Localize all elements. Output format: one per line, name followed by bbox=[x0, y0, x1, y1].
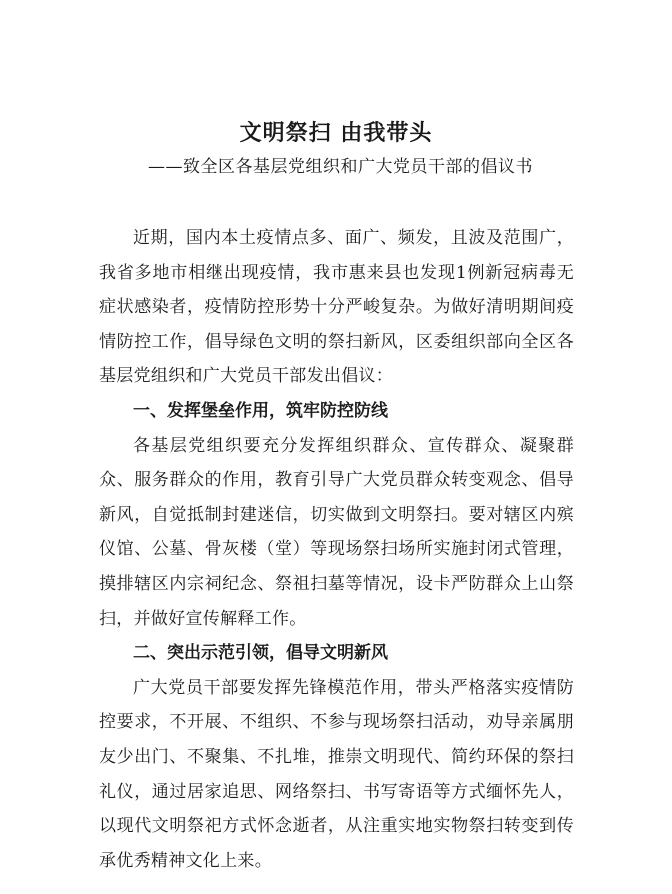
section-1-paragraph: 各基层党组织要充分发挥组织群众、宣传群众、凝聚群众、服务群众的作用，教育引导广大党员群众转变观念、倡导新风，自觉抵制封建迷信，切实做到文明祭扫。要对辖区内殡仪馆、公墓、骨灰楼（堂）等现场祭扫场所实施封闭式管理，摸排辖区内宗祠纪念、祭祖扫墓等情况，设卡严防群众上山祭扫，并做好宣传解释工作。 bbox=[99, 435, 574, 629]
section-1-heading: 一、发挥堡垒作用，筑牢防控防线 bbox=[133, 400, 388, 421]
document-subtitle: ——致全区各基层党组织和广大党员干部的倡议书 bbox=[148, 157, 533, 177]
document-body bbox=[99, 221, 574, 878]
intro-paragraph: 近期，国内本土疫情点多、面广、频发，且波及范围广，我省多地市相继出现疫情，我市惠来县也发现1例新冠病毒无症状感染者，疫情防控形势十分严峻复杂。为做好清明期间疫情防控工作，倡导绿色文明的祭扫新风，区委组织部向全区各基层党组织和广大党员干部发出倡议： bbox=[99, 228, 574, 387]
section-2-heading: 二、突出示范引领，倡导文明新风 bbox=[133, 643, 388, 664]
section-2-paragraph: 广大党员干部要发挥先锋模范作用，带头严格落实疫情防控要求，不开展、不组织、不参与现场祭扫活动，劝导亲属朋友少出门、不聚集、不扎堆，推崇文明现代、简约环保的祭扫礼仪，通过居家追思、网络祭扫、书写寄语等方式缅怀先人，以现代文明祭祀方式怀念逝者，从注重实地实物祭扫转变到传承优秀精神文化上来。 bbox=[99, 677, 574, 871]
document-title: 文明祭扫 由我带头 bbox=[239, 121, 433, 146]
